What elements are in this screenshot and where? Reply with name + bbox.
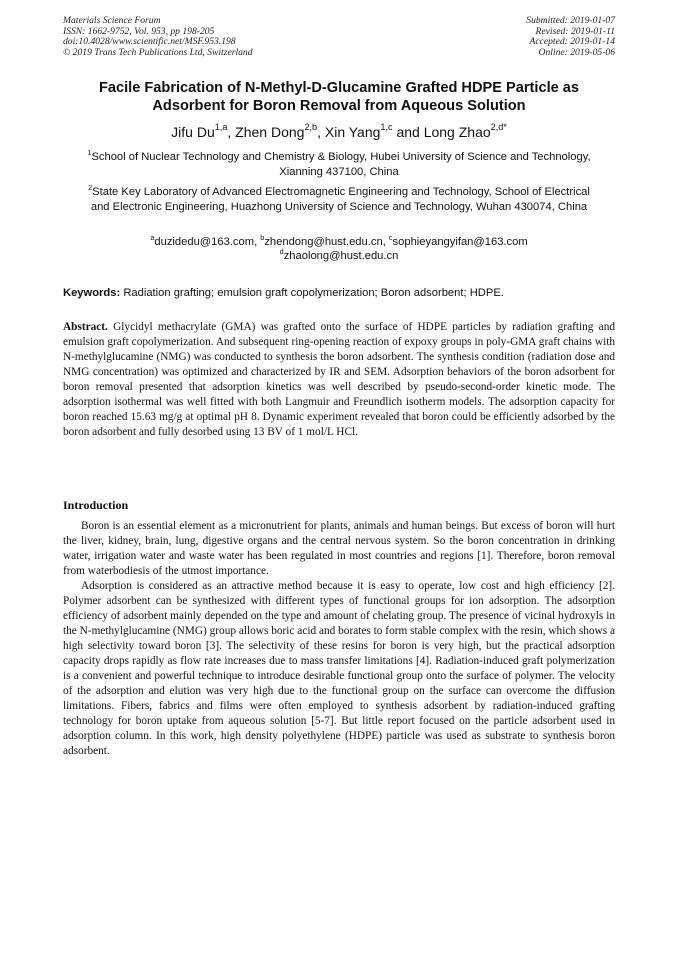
- affiliation-text: School of Nuclear Technology and Chemistry & Biology, Hubei University of Science and Technology, Xianning 437100, China: [91, 151, 591, 178]
- email-d[interactable]: zhaolong@hust.edu.cn: [283, 250, 399, 262]
- abstract: [63, 320, 615, 440]
- keywords-label: Keywords:: [63, 287, 121, 299]
- journal-info: [63, 16, 253, 58]
- affiliation-text: State Key Laboratory of Advanced Electromagnetic Engineering and Technology, School of Electrical and Electronic Engineering, Huazhong University of Science and Technology, Wuhan 430074, China: [90, 186, 590, 213]
- email-a[interactable]: duzidedu@163.com: [154, 236, 255, 248]
- author-separator: ,: [227, 124, 236, 140]
- email-sup: a: [150, 232, 155, 242]
- author-sup: 1,a: [214, 122, 228, 133]
- journal-name: Materials Science Forum: [63, 15, 161, 26]
- author-name: Long Zhao: [423, 124, 491, 140]
- title-line-2: Adsorbent for Boron Removal from Aqueous Solution: [152, 97, 526, 114]
- author-separator: ,: [317, 124, 325, 140]
- keywords: [63, 286, 615, 300]
- affiliation-1: [80, 147, 598, 179]
- author-list: [60, 124, 618, 140]
- copyright: © 2019 Trans Tech Publications Ltd, Switzerland: [63, 46, 253, 58]
- paragraph: Boron is an essential element as a micronutrient for plants, animals and human beings. But excess of boron will hurt the liver, kidney, brain, lung, digestive organs and the central nervous system. So the boron concentration in drinking water, irrigation water and waste water has been regulated in most countries and regions [1]. Therefore, boron removal from waterbodiesis of the utmost importance.: [63, 520, 615, 577]
- introduction-body: [63, 519, 615, 759]
- section-heading-introduction: Introduction: [63, 498, 129, 512]
- email-sup: d: [279, 246, 284, 256]
- keywords-text: Radiation grafting; emulsion graft copolymerization; Boron adsorbent; HDPE.: [123, 287, 504, 299]
- submitted-date: Submitted: 2019-01-07: [526, 15, 615, 26]
- author-name: Jifu Du: [171, 124, 215, 140]
- affiliation-2: [80, 182, 598, 214]
- journal-issn: ISSN: 1662-9752, Vol. 953, pp 198-205: [63, 25, 215, 37]
- email-sup: b: [260, 232, 265, 242]
- affiliation-sup: 2: [88, 182, 93, 192]
- affiliation-sup: 1: [87, 147, 92, 157]
- paper-title: [60, 80, 618, 115]
- author-sup: 2,b: [304, 122, 318, 133]
- email-b[interactable]: zhendong@hust.edu.cn: [264, 236, 383, 248]
- author-emails: [80, 232, 598, 263]
- abstract-label: Abstract.: [63, 321, 108, 333]
- online-date: Online: 2019-05-06: [538, 46, 615, 58]
- author-sup: 1,c: [380, 122, 393, 133]
- abstract-text: Glycidyl methacrylate (GMA) was grafted onto the surface of HDPE particles by radiation grafting and emulsion graft copolymerization. And subsequent ring-opening reaction of expoxy groups in poly-GMA graft chains with N-methylglucamine (NMG) was conducted to synthesis the boron adsorbent. The synthesis condition (radiation dose and NMG concentration) was optimized and characterized by IR and SEM. Adsorption behaviors of the boron adsorbent for boron removal presented that adsorption kinetics was well described by pseudo-second-order kinetic mode. The adsorption isothermal was well fitted with both Langmuir and Freundlich isotherm models. The adsorption capacity for boron reached 15.63 mg/g at optimal pH 8. Dynamic experiment revealed that boron could be efficiently adsorbed by the boron adsorbent and fully desorbed using 13 BV of 1 mol/L HCl.: [63, 321, 615, 438]
- doi-link[interactable]: doi:10.4028/www.scientific.net/MSF.953.198: [63, 36, 236, 48]
- email-sup: c: [388, 232, 393, 242]
- paragraph: Adsorption is considered as an attractive method because it is easy to operate, low cost and high efficiency [2]. Polymer adsorbent can be synthesized with different types of functional groups for ion adsorption. The adsorption efficiency of adsorbent mainly depended on the type and amount of chelating group. The presence of vicinal hydroxyls in the N-methylglucamine (NMG) group allows boric acid and borates to form stable complex with the resin, which shows a high selectivity toward boron [3]. The selectivity of these resins for boron is very high, but the practical adsorption capacity drops rapidly as flow rate increases due to mass transfer limitations [4]. Radiation-induced graft polymerization is a convenient and powerful technique to introduce desirable functional group onto the surface of polymer. The velocity of the adsorption and elution was very high due to the functional group on the surface can overcome the diffusion limitations. Fibers, fabrics and films were often employed to synthesis adsorbent by radiation-induced grafting technology for boron uptake from aqueous solution [5-7]. But little report focused on the particle adsorbent used in adsorption column. In this work, high density polyethylene (HDPE) particle was used as substrate to synthesis boron adsorbent.: [63, 580, 615, 757]
- title-line-1: Facile Fabrication of N-Methyl-D-Glucamine Grafted HDPE Particle as: [98, 80, 580, 96]
- submission-dates: [526, 16, 615, 58]
- email-c[interactable]: sophieyangyifan@163.com: [392, 236, 528, 248]
- email-line-2: [80, 246, 598, 263]
- revised-date: Revised: 2019-01-11: [535, 25, 615, 37]
- accepted-date: Accepted: 2019-01-14: [529, 36, 615, 48]
- author-name: Zhen Dong: [235, 124, 305, 140]
- author-separator: and: [392, 124, 424, 140]
- author-sup: 2,d*: [490, 122, 507, 133]
- author-name: Xin Yang: [324, 124, 381, 140]
- email-line-1: $^a$duzidedu@163.com, $^b$zhendong@hust.edu.cn, $^c$sophieyangyifan@163.com: [150, 232, 528, 248]
